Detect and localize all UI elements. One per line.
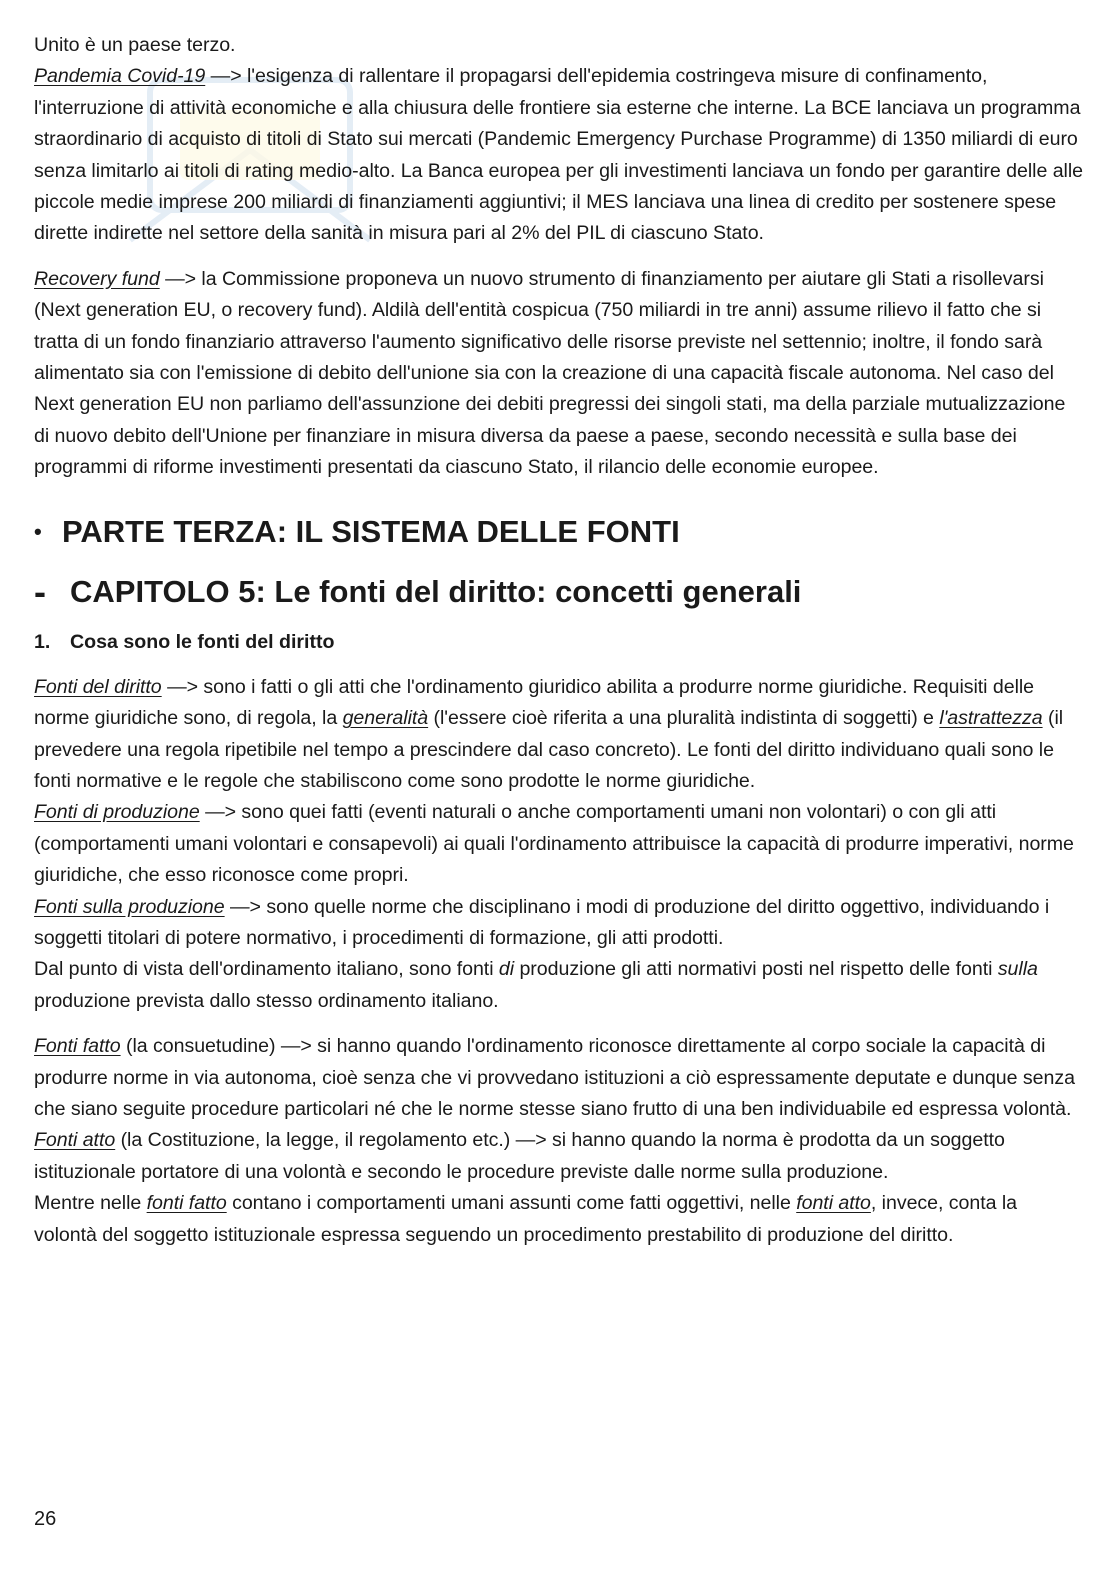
emphasis-sulla: sulla — [997, 958, 1038, 981]
paragraph-text: produzione gli atti normativi posti nel rispetto delle fonti — [514, 958, 998, 981]
paragraph-text: —> la Commissione proponeva un nuovo strumento di finanziamento per aiutare gli Stati a risollevarsi (Next generation EU, o recovery fund). Aldilà dell'entità cospicua (750 miliardi in tre anni) assume rilievo il fatto che si tratta di un fondo finanziario attraverso l'aumento significativo delle risorse previste nel settennio; inoltre, il fondo sarà alimentato sia con l'emissione di debito dell'unione sia con la creazione di una capacità fiscale autonoma. Nel caso del Next generation EU non parliamo dell'assunzione dei debiti pregressi dei singoli stati, ma della parziale mutualizzazione di nuovo debito dell'Unione per finanziare in misura diversa da paese a paese, secondo necessità e sulla base dei programmi di riforme investimenti presentati da ciascuno Stato, il rilancio delle economie europee. — [34, 267, 1066, 479]
paragraph-text: , invece, conta la volontà del soggetto istituzionale espressa seguendo un procedimento prestabilito di produzione del diritto. — [34, 1192, 1018, 1246]
term-fonti-del-diritto: Fonti del diritto — [34, 675, 162, 698]
term-fonti-fatto-inline: fonti fatto — [146, 1192, 227, 1215]
emphasis-di: di — [498, 958, 515, 981]
section-heading — [34, 626, 1084, 658]
paragraph-text: (l'essere cioè riferita a una pluralità indistinta di soggetti) e — [428, 707, 940, 730]
section-number: 1. — [34, 630, 51, 653]
term-fonti-fatto: Fonti fatto — [34, 1035, 121, 1058]
paragraph-text: (la consuetudine) —> si hanno quando l'ordinamento riconosce direttamente al corpo sociale la capacità di produrre norme in via autonoma, cioè senza che vi provvedano istituzioni a ciò espressamente deputate e dunque senza che siano seguite procedure particolari né che le norme stesse siano frutto di una ben individuabile ed espressa volontà. — [34, 1035, 1075, 1120]
term-pandemia-covid: Pandemia Covid-19 — [34, 65, 206, 88]
paragraph-recovery-fund — [34, 264, 1084, 484]
paragraph-text: contano i comportamenti umani assunti come fatti oggettivi, nelle — [226, 1192, 797, 1215]
term-astrattezza: l'astrattezza — [939, 707, 1043, 730]
bullet-icon: • — [34, 518, 42, 544]
paragraph-text: —> l'esigenza di rallentare il propagarsi dell'epidemia costringeva misure di confinamento, l'interruzione di attività economiche e alla chiusura delle frontiere sia esterne che interne. La BCE lanciava un programma straordinario di acquisto di titoli di Stato sui mercati (Pandemic Emergency Purchase Programme) di 1350 miliardi di euro senza limitarlo ai titoli di rating medio-alto. La Banca europea per gli investimenti lanciava un fondo per garantire delle alle piccole medie imprese 200 miliardi di finanziamenti aggiuntivi; il MES lanciava una linea di credito per sostenere spese dirette indirette nel settore della sanità in misura pari al 2% del PIL di ciascuno Stato. — [34, 65, 1083, 245]
paragraph-text: Dal punto di vista dell'ordinamento italiano, sono fonti — [34, 958, 499, 981]
paragraph-text: (il prevedere una regola ripetibile nel tempo a prescindere dal caso concreto). Le fonti del diritto individuano quali sono le fonti normative e le regole che stabiliscono come sono prodotte le norme giuridiche. — [34, 707, 1064, 792]
dash-icon: - — [34, 570, 46, 612]
paragraph-fonti-diritto — [34, 672, 1084, 1017]
part-heading — [34, 512, 1084, 552]
paragraph-text: —> sono quei fatti (eventi naturali o anche comportamenti umani non volontari) o con gli atti (comportamenti umani volontari e consapevoli) ai quali l'ordinamento attribuisce la capacità di produrre imperativi, norme giuridiche, che esso riconosce come propri. — [34, 801, 1074, 887]
term-fonti-atto-inline: fonti atto — [796, 1192, 871, 1215]
term-generalita: generalità — [342, 707, 429, 730]
paragraph-text: Mentre nelle — [34, 1192, 147, 1215]
page-number: 26 — [34, 1508, 57, 1530]
section-title: Cosa sono le fonti del diritto — [70, 630, 335, 653]
paragraph-text: (la Costituzione, la legge, il regolamento etc.) —> si hanno quando la norma è prodotta da un soggetto istituzionale portatore di una volontà e secondo le procedure previste dalle norme sulla produzione. — [34, 1129, 1005, 1183]
paragraph-covid — [34, 30, 1084, 250]
part-title: PARTE TERZA: IL SISTEMA DELLE FONTI — [62, 513, 680, 549]
term-recovery-fund: Recovery fund — [34, 267, 160, 290]
paragraph-text: —> sono i fatti o gli atti che l'ordinamento giuridico abilita a produrre norme giuridiche. Requisiti delle norme giuridiche sono, di regola, la — [34, 675, 1035, 730]
chapter-title: CAPITOLO 5: Le fonti del diritto: concetti generali — [70, 573, 802, 609]
term-fonti-atto: Fonti atto — [34, 1129, 116, 1152]
text-line: Unito è un paese terzo. — [34, 34, 236, 56]
term-fonti-di-produzione: Fonti di produzione — [34, 801, 200, 824]
term-fonti-sulla-produzione: Fonti sulla produzione — [34, 895, 225, 918]
paragraph-text: —> sono quelle norme che disciplinano i modi di produzione del diritto oggettivo, individuando i soggetti titolari di potere normativo, i procedimenti di formazione, gli atti prodotti. — [34, 895, 1050, 949]
paragraph-fonti-fatto-atto — [34, 1031, 1084, 1251]
chapter-heading — [34, 572, 1084, 612]
document-page — [34, 30, 1084, 1251]
paragraph-text: produzione prevista dallo stesso ordinamento italiano. — [34, 989, 499, 1012]
